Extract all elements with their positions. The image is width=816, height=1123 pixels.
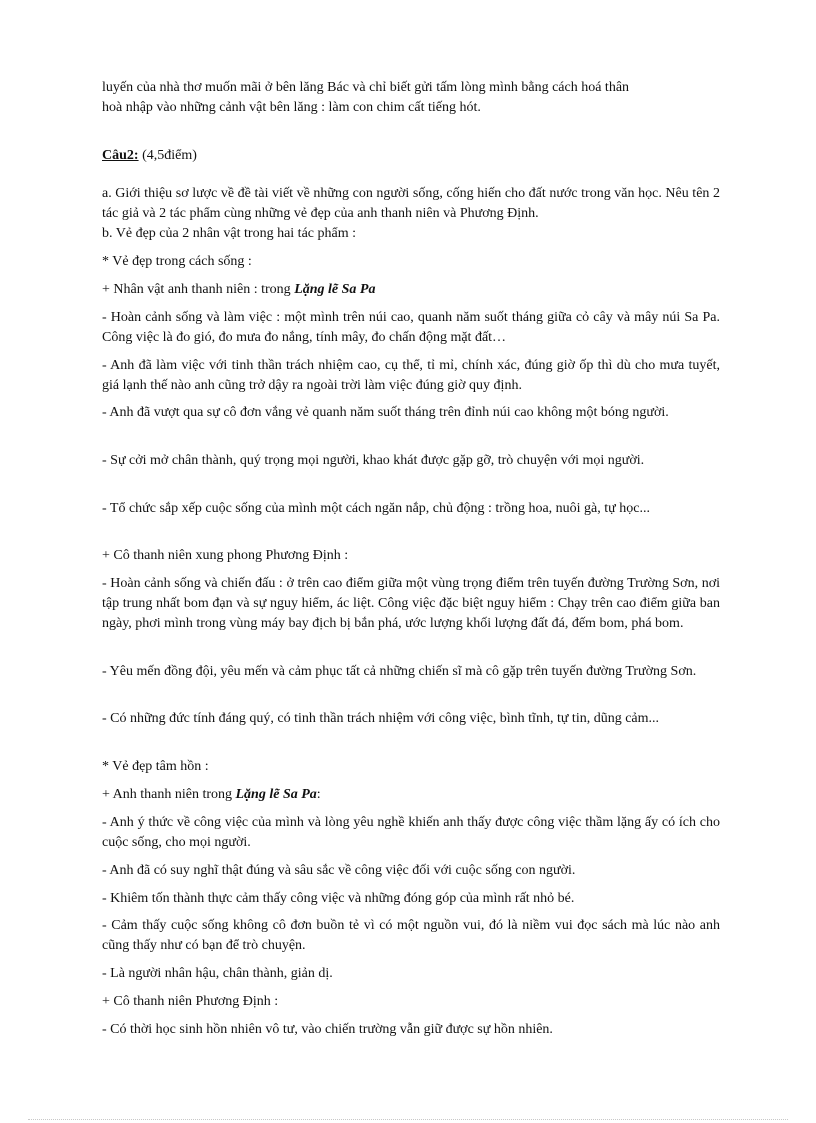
s1-c1-item: - Anh đã vượt qua sự cô đơn vắng vẻ quanh năm suốt tháng trên đỉnh núi cao không một bóng người. [102,405,669,420]
part-a-paragraph: a. Giới thiệu sơ lược về đề tài viết về những con người sống, cống hiến cho đất nước trong văn học. Nêu tên 2 tác giả và 2 tác phẩm cùng những vẻ đẹp của anh thanh niên và Phương Định. [102,186,720,221]
part-b-line: b. Vẻ đẹp của 2 nhân vật trong hai tác phẩm : [102,226,356,241]
section1-heading: * Vẻ đẹp trong cách sống : [102,254,252,269]
s1-character2-heading: + Cô thanh niên xung phong Phương Định : [102,548,349,563]
question-label: Câu2: [102,148,139,163]
s2-character2-heading: + Cô thanh niên Phương Định : [102,994,279,1009]
question-points: (4,5điểm) [138,148,197,163]
s1-c1-item: - Tổ chức sắp xếp cuộc sống của mình một cách ngăn nắp, chủ động : trồng hoa, nuôi gà, tự học... [102,501,650,516]
work-title: Lặng lẽ Sa Pa [235,787,317,802]
question-heading [102,146,720,166]
section2-heading: * Vẻ đẹp tâm hồn : [102,759,209,774]
s2-character1-suffix: : [316,787,321,802]
s1-character1-heading [102,280,720,300]
intro-line-2: hoà nhập vào những cảnh vật bên lăng : làm con chim cất tiếng hót. [102,100,481,115]
s1-c2-item: - Yêu mến đồng đội, yêu mến và cảm phục tất cả những chiến sĩ mà cô gặp trên tuyến đường Trường Sơn. [102,664,697,679]
work-title: Lặng lẽ Sa Pa [294,282,376,297]
s1-c2-item: - Có những đức tính đáng quý, có tinh thần trách nhiệm với công việc, bình tĩnh, tự tin, dũng cảm... [102,711,660,726]
s2-c1-item: - Anh đã có suy nghĩ thật đúng và sâu sắc về công việc đối với cuộc sống con người. [102,863,576,878]
s2-character1-heading [102,785,720,805]
s1-character1-prefix: + Nhân vật anh thanh niên : trong [102,282,295,297]
s2-character1-prefix: + Anh thanh niên trong [102,787,236,802]
s1-c1-item: - Anh đã làm việc với tinh thần trách nhiệm cao, cụ thể, tỉ mỉ, chính xác, đúng giờ ốp thì dù cho mưa tuyết, giá lạnh thế nào anh cũng trở dậy ra ngoài trời làm việc đúng giờ quy định. [102,358,720,393]
s2-c1-item: - Anh ý thức về công việc của mình và lòng yêu nghề khiến anh thấy được công việc thầm lặng ấy có ích cho cuộc sống, cho mọi người. [102,815,720,850]
s1-c2-item: - Hoàn cảnh sống và chiến đấu : ở trên cao điểm giữa một vùng trọng điểm trên tuyến đường Trường Sơn, nơi tập trung nhất bom đạn và sự nguy hiểm, ác liệt. Công việc đặc biệt nguy hiểm : Chạy trên cao điểm giữa ban ngày, phơi mình trong vùng máy bay địch bị bắn phá, ước lượng khối lượng đất đá, đếm bom, phá bom. [102,576,720,631]
s1-c1-item: - Sự cởi mở chân thành, quý trọng mọi người, khao khát được gặp gỡ, trò chuyện với mọi người. [102,453,645,468]
s2-c1-item: - Khiêm tốn thành thực cảm thấy công việc và những đóng góp của mình rất nhỏ bé. [102,891,575,906]
s2-c1-item: - Là người nhân hậu, chân thành, giản dị. [102,966,333,981]
s1-c1-item: - Hoàn cảnh sống và làm việc : một mình trên núi cao, quanh năm suốt tháng giữa cỏ cây và mây núi Sa Pa. Công việc là đo gió, đo mưa đo nắng, tính mây, đo chấn động mặt đất… [102,310,720,345]
s2-c1-item: - Cảm thấy cuộc sống không cô đơn buồn tẻ vì có một nguồn vui, đó là niềm vui đọc sách mà lúc nào anh cũng thấy như có bạn để trò chuyện. [102,918,720,953]
s2-c2-item: - Có thời học sinh hồn nhiên vô tư, vào chiến trường vẫn giữ được sự hồn nhiên. [102,1022,553,1037]
page-bottom-divider [28,1119,788,1120]
intro-line-1: luyến của nhà thơ muốn mãi ở bên lăng Bác và chỉ biết gửi tấm lòng mình bằng cách hoá thân [102,80,630,95]
